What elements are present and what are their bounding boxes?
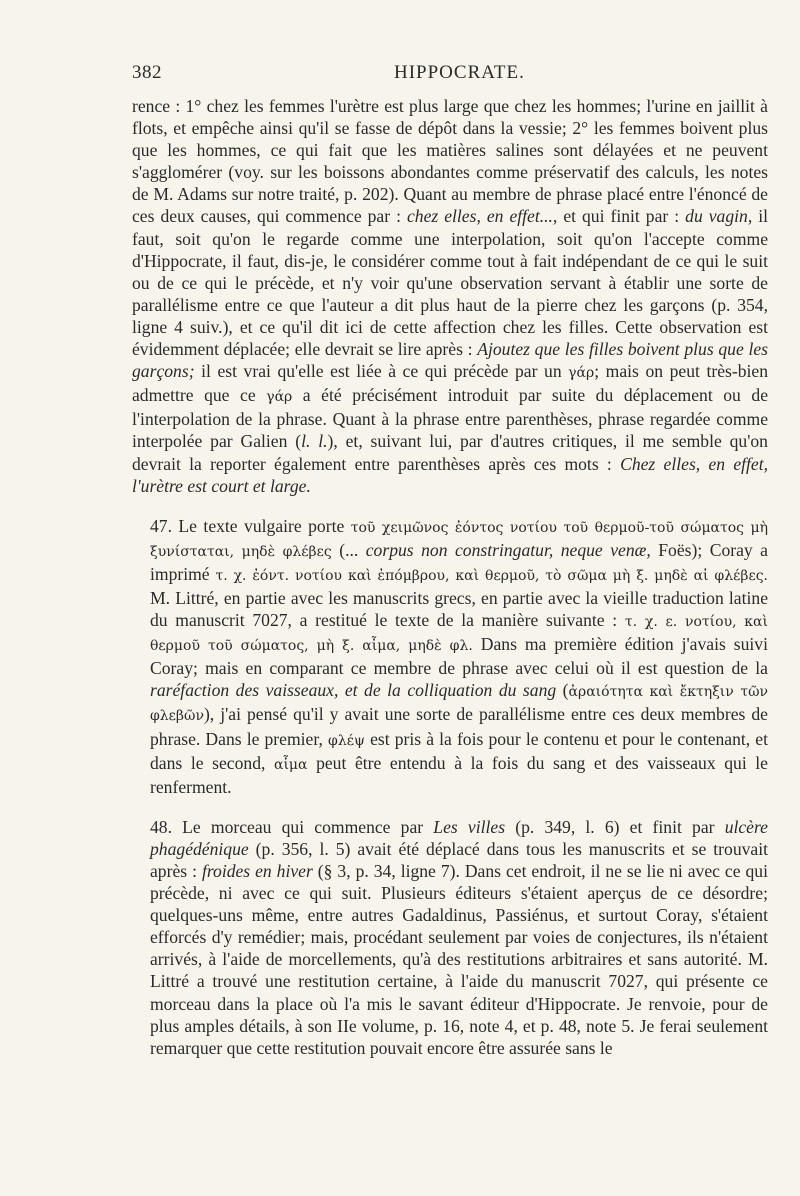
greek-word: φλέψ (328, 732, 365, 749)
text-run: ; mais on peut très-bien admettre que ce (132, 361, 768, 406)
page-header (132, 62, 768, 92)
greek-quote: τοῦ χειμῶνος ἐόντος νοτίου τοῦ θερμοῦ-τοῦ σώματος μὴ ξυνίσταται, μηδὲ φλέβες (150, 519, 768, 560)
note-number: 48. (150, 816, 172, 837)
text-run: peut être entendu à la fois du sang et des vaisseaux qui le renferment. (150, 752, 768, 797)
body-text (132, 95, 768, 1059)
text-run: Foës); Coray a imprimé (150, 539, 768, 584)
note-48 (132, 816, 768, 1059)
page-number: 382 (132, 62, 162, 83)
text-run: Dans ma première édition j'avais suivi Coray; mais en comparant ce membre de phrase avec celui où il est question de la (150, 634, 768, 679)
greek-word: αἷμα (273, 756, 308, 773)
running-title: HIPPOCRATE. (394, 62, 525, 83)
text-run: et qui finit par : (557, 206, 686, 227)
text-run: (§ 3, p. 34, ligne 7). Dans cet endroit, il ne se lie ni avec ce qui précède, ni avec ce qui suit. Plusieurs éditeurs s'étaient aperçus de ce désordre; quelques-uns même, entre autres Gadaldinus, Passiénus, et surtout Coray, s'étaient efforcés d'y remédier; mais, procédant seulement par voies de conjectures, ils n'étaient arrivés, à l'aide de morcellements, qu'à des restitutions arbitraires et sans autorité. M. Littré a trouvé une restitution certaine, à l'aide du manuscrit 7027, qui présente ce morceau dans la place où l'a mis le savant éditeur d'Hippocrate. Je renvoie, pour de plus amples détails, à son IIe volume, p. 16, note 4, et p. 48, note 5. Je ferai seulement remarquer que cette restitution pouvait encore être assurée sans le (150, 861, 768, 1058)
italic-quote: Ajoutez que les filles boivent plus que les garçons; (132, 339, 769, 382)
text-run: Le texte vulgaire porte (172, 515, 351, 536)
text-run: il faut, soit qu'on le regarde comme une interpolation, soit qu'on l'accepte comme d'Hippocrate, il faut, dis-je, le considérer comme tout à fait indépendant de ce qui le suit ou de ce qui le précède, et n'y voir qu'une observation servant à établir une sorte de parallélisme entre ce que l'auteur a dit plus haut de la pierre chez les garçons (p. 354, ligne 4 suiv.), et ce qu'il dit ici de cette affection chez les filles. Cette observation est évidemment déplacée; elle devrait se lire après : (132, 206, 768, 360)
text-run: il est vrai qu'elle est liée à ce qui précède par un (194, 361, 569, 382)
text-run: rence : 1° chez les femmes l'urètre est plus large que chez les hommes; l'urine en jaillit à flots, et empêche ainsi qu'il se fasse de dépôt dans la vessie; 2° les femmes boivent plus que les hommes, ce qui fait que les matières salines sont délayées et ne peuvent s'agglomérer (voy. sur les boissons abondantes comme préservatif des calculs, les notes de M. Adams sur notre traité, p. 202). Quant au membre de phrase placé entre l'énoncé de ces deux causes, qui commence par : (132, 96, 768, 227)
text-run: (p. 356, l. 5) avait été déplacé dans tous les manuscrits et se trouvait après : (150, 838, 768, 881)
italic-abbrev: l. l. (301, 431, 328, 452)
italic-quote: ulcère phagédénique (150, 816, 768, 859)
text-run: ), et, suivant lui, par d'autres critiques, il me semble qu'on devrait la reporter également entre parenthèses après ces mots : (132, 431, 768, 474)
italic-quote: du vagin, (685, 206, 753, 227)
text-run: a été précisément introduit par suite du déplacement ou de l'interpolation de la phrase. Quant à la phrase entre parenthèses, phrase regardée comme interpolée par Galien ( (132, 385, 768, 452)
text-run: (p. 349, l. 6) et finit par (505, 816, 725, 837)
greek-quote: τ. χ. ε. νοτίου, καὶ θερμοῦ τοῦ σώματος, μὴ ξ. αἷμα, μηδὲ φλ. (150, 614, 768, 655)
latin-quote: corpus non constringatur, neque venæ, (365, 539, 651, 560)
greek-word: γάρ (266, 389, 293, 406)
text-run: est pris à la fois pour le contenu et pour le contenant, et dans le second, (150, 728, 769, 773)
italic-quote: chez elles, en effet..., (406, 206, 558, 227)
italic-quote: Chez elles, en effet, l'urètre est court et large. (132, 453, 769, 496)
greek-quote: ἀραιότητα καὶ ἔκτηξιν τῶν φλεβῶν (150, 684, 769, 725)
text-run: ( (556, 680, 569, 701)
note-number: 47. (150, 515, 172, 536)
paragraph-continuation (132, 95, 768, 497)
text-run: Le morceau qui commence par (172, 816, 434, 837)
text-run: M. Littré, en partie avec les manuscrits grecs, en partie avec la vieille traduction latine du manuscrit 7027, a restitué le texte de la manière suivante : (150, 587, 768, 631)
italic-quote: froides en hiver (201, 861, 313, 881)
greek-word: γάρ (568, 365, 595, 382)
greek-quote: τ. χ. ἐόντ. νοτίου καὶ ἐπόμβρου, καὶ θερμοῦ, τὸ σῶμα μὴ ξ. μηδὲ αἱ φλέβες. (215, 567, 769, 584)
note-47 (132, 515, 768, 798)
text-run: (... (331, 539, 366, 560)
text-run: ), j'ai pensé qu'il y avait une sorte de parallélisme entre ces deux membres de phrase. Dans le premier, (150, 704, 768, 749)
italic-quote: raréfaction des vaisseaux, et de la colliquation du sang (150, 680, 557, 701)
italic-quote: Les villes (433, 816, 506, 837)
